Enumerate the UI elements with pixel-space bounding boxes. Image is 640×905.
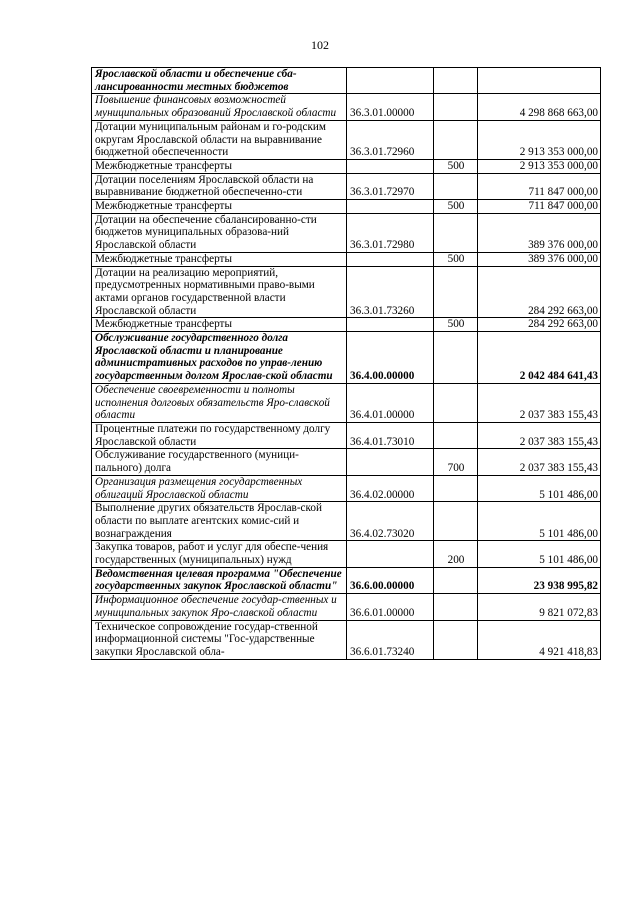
row-sum-cell: 389 376 000,00	[478, 252, 601, 266]
row-type-cell	[434, 213, 478, 252]
row-type-cell: 700	[434, 449, 478, 475]
row-code-cell: 36.4.02.00000	[347, 475, 434, 501]
row-type-cell: 200	[434, 541, 478, 567]
row-type-cell	[434, 594, 478, 620]
row-type-cell	[434, 567, 478, 593]
row-sum-cell: 2 037 383 155,43	[478, 422, 601, 448]
row-name-cell: Закупка товаров, работ и услуг для обеспе-чения государственных (муниципальных) нужд	[92, 541, 347, 567]
row-name-cell: Ярославской области и обеспечение сба-лансированности местных бюджетов	[92, 68, 347, 94]
row-sum-cell: 4 921 418,83	[478, 620, 601, 659]
table-row	[92, 252, 601, 266]
table-row	[92, 68, 601, 94]
row-code-cell: 36.3.01.72960	[347, 120, 434, 159]
row-type-cell	[434, 620, 478, 659]
row-name-cell: Обслуживание государственного долга Ярославской области и планирование административных расходов по управ-лению государственным долгом Ярослав-ской области	[92, 332, 347, 384]
table-row	[92, 475, 601, 501]
row-code-cell	[347, 252, 434, 266]
row-name-cell: Дотации поселениям Ярославской области на выравнивание бюджетной обеспеченно-сти	[92, 173, 347, 199]
row-type-cell	[434, 94, 478, 120]
page-number: 102	[311, 38, 329, 52]
row-name-cell: Межбюджетные трансферты	[92, 318, 347, 332]
row-code-cell: 36.3.01.73260	[347, 266, 434, 318]
row-name-cell: Организация размещения государственных облигаций Ярославской области	[92, 475, 347, 501]
row-type-cell: 500	[434, 252, 478, 266]
row-sum-cell: 5 101 486,00	[478, 502, 601, 541]
row-type-cell: 500	[434, 159, 478, 173]
row-code-cell: 36.4.02.73020	[347, 502, 434, 541]
row-name-cell: Межбюджетные трансферты	[92, 200, 347, 214]
row-sum-cell: 2 037 383 155,43	[478, 449, 601, 475]
row-name-cell: Повышение финансовых возможностей муниципальных образований Ярославской области	[92, 94, 347, 120]
row-code-cell	[347, 159, 434, 173]
row-sum-cell: 2 042 484 641,43	[478, 332, 601, 384]
table-row	[92, 594, 601, 620]
row-code-cell: 36.3.01.00000	[347, 94, 434, 120]
row-code-cell: 36.4.01.00000	[347, 383, 434, 422]
table-row	[92, 266, 601, 318]
row-code-cell: 36.6.01.73240	[347, 620, 434, 659]
row-name-cell: Техническое сопровождение государ-ственной информационной системы "Гос-ударственные закупки Ярославской обла-	[92, 620, 347, 659]
row-type-cell	[434, 332, 478, 384]
row-name-cell: Дотации муниципальным районам и го-родским округам Ярославской области на выравнивание бюджетной обеспеченности	[92, 120, 347, 159]
row-sum-cell: 5 101 486,00	[478, 475, 601, 501]
row-code-cell	[347, 318, 434, 332]
row-sum-cell: 284 292 663,00	[478, 318, 601, 332]
row-sum-cell: 4 298 868 663,00	[478, 94, 601, 120]
row-name-cell: Информационное обеспечение государ-ственных и муниципальных закупок Яро-славской области	[92, 594, 347, 620]
row-type-cell	[434, 502, 478, 541]
row-sum-cell: 9 821 072,83	[478, 594, 601, 620]
row-type-cell	[434, 475, 478, 501]
table-row	[92, 449, 601, 475]
row-type-cell: 500	[434, 318, 478, 332]
table-row	[92, 502, 601, 541]
table-row	[92, 567, 601, 593]
row-name-cell: Дотации на обеспечение сбалансированно-сти бюджетов муниципальных образова-ний Ярославской области	[92, 213, 347, 252]
row-sum-cell: 711 847 000,00	[478, 173, 601, 199]
row-type-cell	[434, 422, 478, 448]
table-row	[92, 422, 601, 448]
table-row	[92, 120, 601, 159]
row-code-cell: 36.6.01.00000	[347, 594, 434, 620]
row-sum-cell: 711 847 000,00	[478, 200, 601, 214]
row-code-cell: 36.3.01.72970	[347, 173, 434, 199]
row-name-cell: Межбюджетные трансферты	[92, 159, 347, 173]
table-row	[92, 94, 601, 120]
row-name-cell: Ведомственная целевая программа "Обеспечение государственных закупок Ярославской области"	[92, 567, 347, 593]
table-row	[92, 383, 601, 422]
row-code-cell	[347, 449, 434, 475]
row-code-cell: 36.4.01.73010	[347, 422, 434, 448]
row-sum-cell: 2 913 353 000,00	[478, 120, 601, 159]
row-name-cell: Выполнение других обязательств Ярослав-ской области по выплате агентских комис-сий и вознаграждения	[92, 502, 347, 541]
row-type-cell	[434, 266, 478, 318]
row-name-cell: Процентные платежи по государственному долгу Ярославской области	[92, 422, 347, 448]
row-code-cell: 36.4.00.00000	[347, 332, 434, 384]
row-code-cell	[347, 68, 434, 94]
table-row	[92, 173, 601, 199]
table-row	[92, 318, 601, 332]
table-row	[92, 332, 601, 384]
row-code-cell: 36.3.01.72980	[347, 213, 434, 252]
row-type-cell	[434, 120, 478, 159]
row-sum-cell: 2 037 383 155,43	[478, 383, 601, 422]
row-name-cell: Межбюджетные трансферты	[92, 252, 347, 266]
row-type-cell	[434, 173, 478, 199]
row-sum-cell: 2 913 353 000,00	[478, 159, 601, 173]
row-sum-cell: 284 292 663,00	[478, 266, 601, 318]
row-sum-cell: 389 376 000,00	[478, 213, 601, 252]
table-row	[92, 200, 601, 214]
row-type-cell: 500	[434, 200, 478, 214]
row-code-cell	[347, 541, 434, 567]
row-name-cell: Дотации на реализацию мероприятий, предусмотренных нормативными право-выми актами органов государственной власти Ярославской области	[92, 266, 347, 318]
row-sum-cell: 5 101 486,00	[478, 541, 601, 567]
table-row	[92, 159, 601, 173]
row-type-cell	[434, 68, 478, 94]
table-row	[92, 620, 601, 659]
budget-table	[91, 67, 601, 660]
table-row	[92, 213, 601, 252]
row-name-cell: Обслуживание государственного (муници-пального) долга	[92, 449, 347, 475]
row-type-cell	[434, 383, 478, 422]
row-sum-cell: 23 938 995,82	[478, 567, 601, 593]
row-code-cell	[347, 200, 434, 214]
row-code-cell: 36.6.00.00000	[347, 567, 434, 593]
table-row	[92, 541, 601, 567]
row-sum-cell	[478, 68, 601, 94]
row-name-cell: Обеспечение своевременности и полноты исполнения долговых обязательств Яро-славской области	[92, 383, 347, 422]
